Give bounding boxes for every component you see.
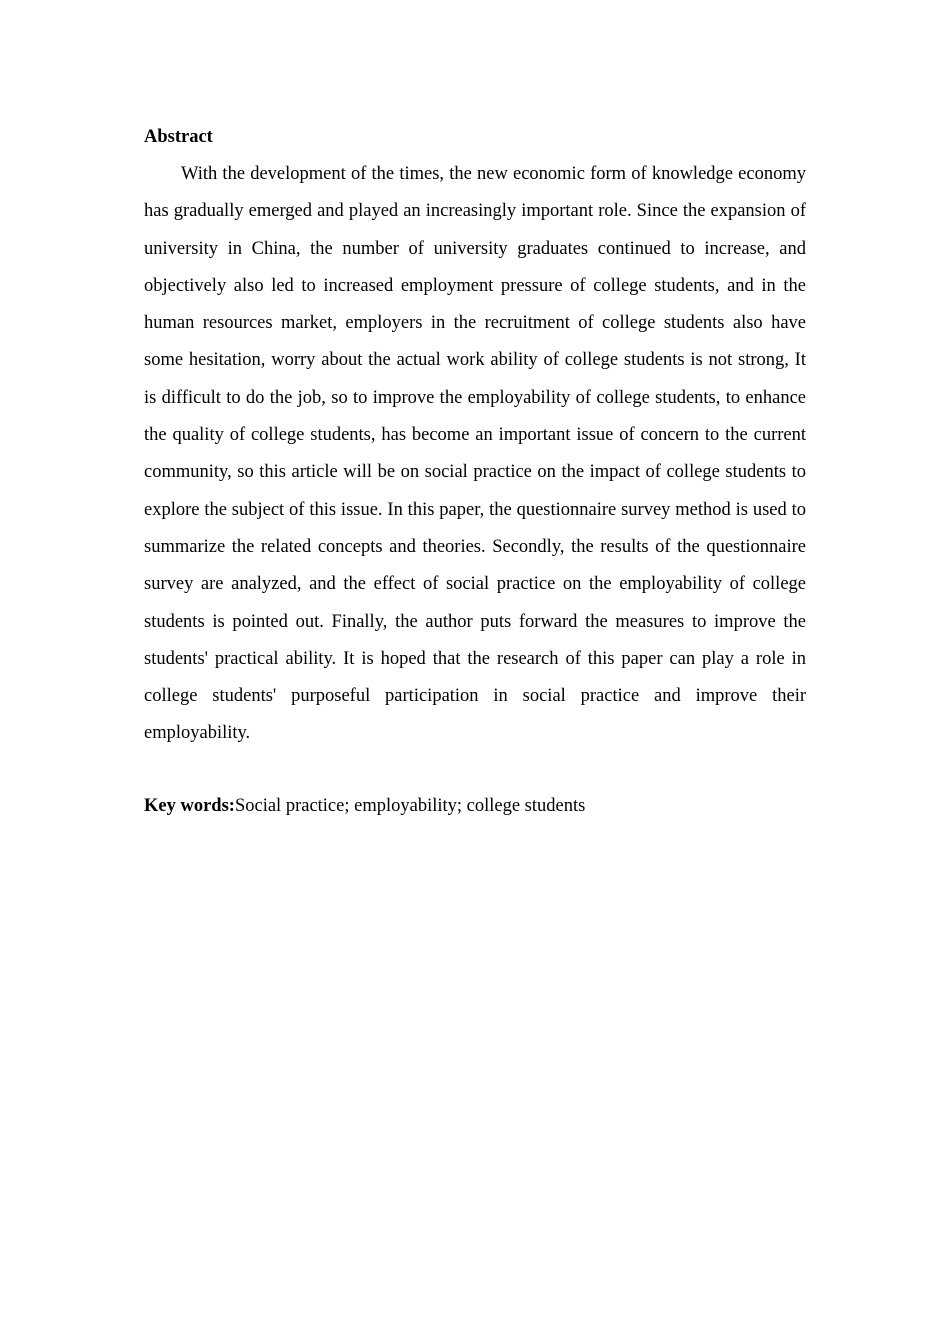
keywords-label: Key words: [144, 795, 235, 816]
abstract-heading: Abstract [144, 127, 213, 147]
keywords-line [144, 793, 806, 819]
document-page [144, 124, 806, 819]
abstract-body: With the development of the times, the new economic form of knowledge economy has gradually emerged and played an increasingly important role. Since the expansion of university in China, the number of university graduates continued to increase, and objectively also led to increased employment pressure of college students, and in the human resources market, employers in the recruitment of college students also have some hesitation, worry about the actual work ability of college students is not strong, It is difficult to do the job, so to improve the employability of college students, to enhance the quality of college students, has become an important issue of concern to the current community, so this article will be on social practice on the impact of college students to explore the subject of this issue. In this paper, the questionnaire survey method is used to summarize the related concepts and theories. Secondly, the results of the questionnaire survey are analyzed, and the effect of social practice on the employability of college students is pointed out. Finally, the author puts forward the measures to improve the students' practical ability. It is hoped that the research of this paper can play a role in college students' purposeful participation in social practice and improve their employability. [144, 164, 806, 744]
keywords-value: Social practice; employability; college students [234, 795, 586, 816]
